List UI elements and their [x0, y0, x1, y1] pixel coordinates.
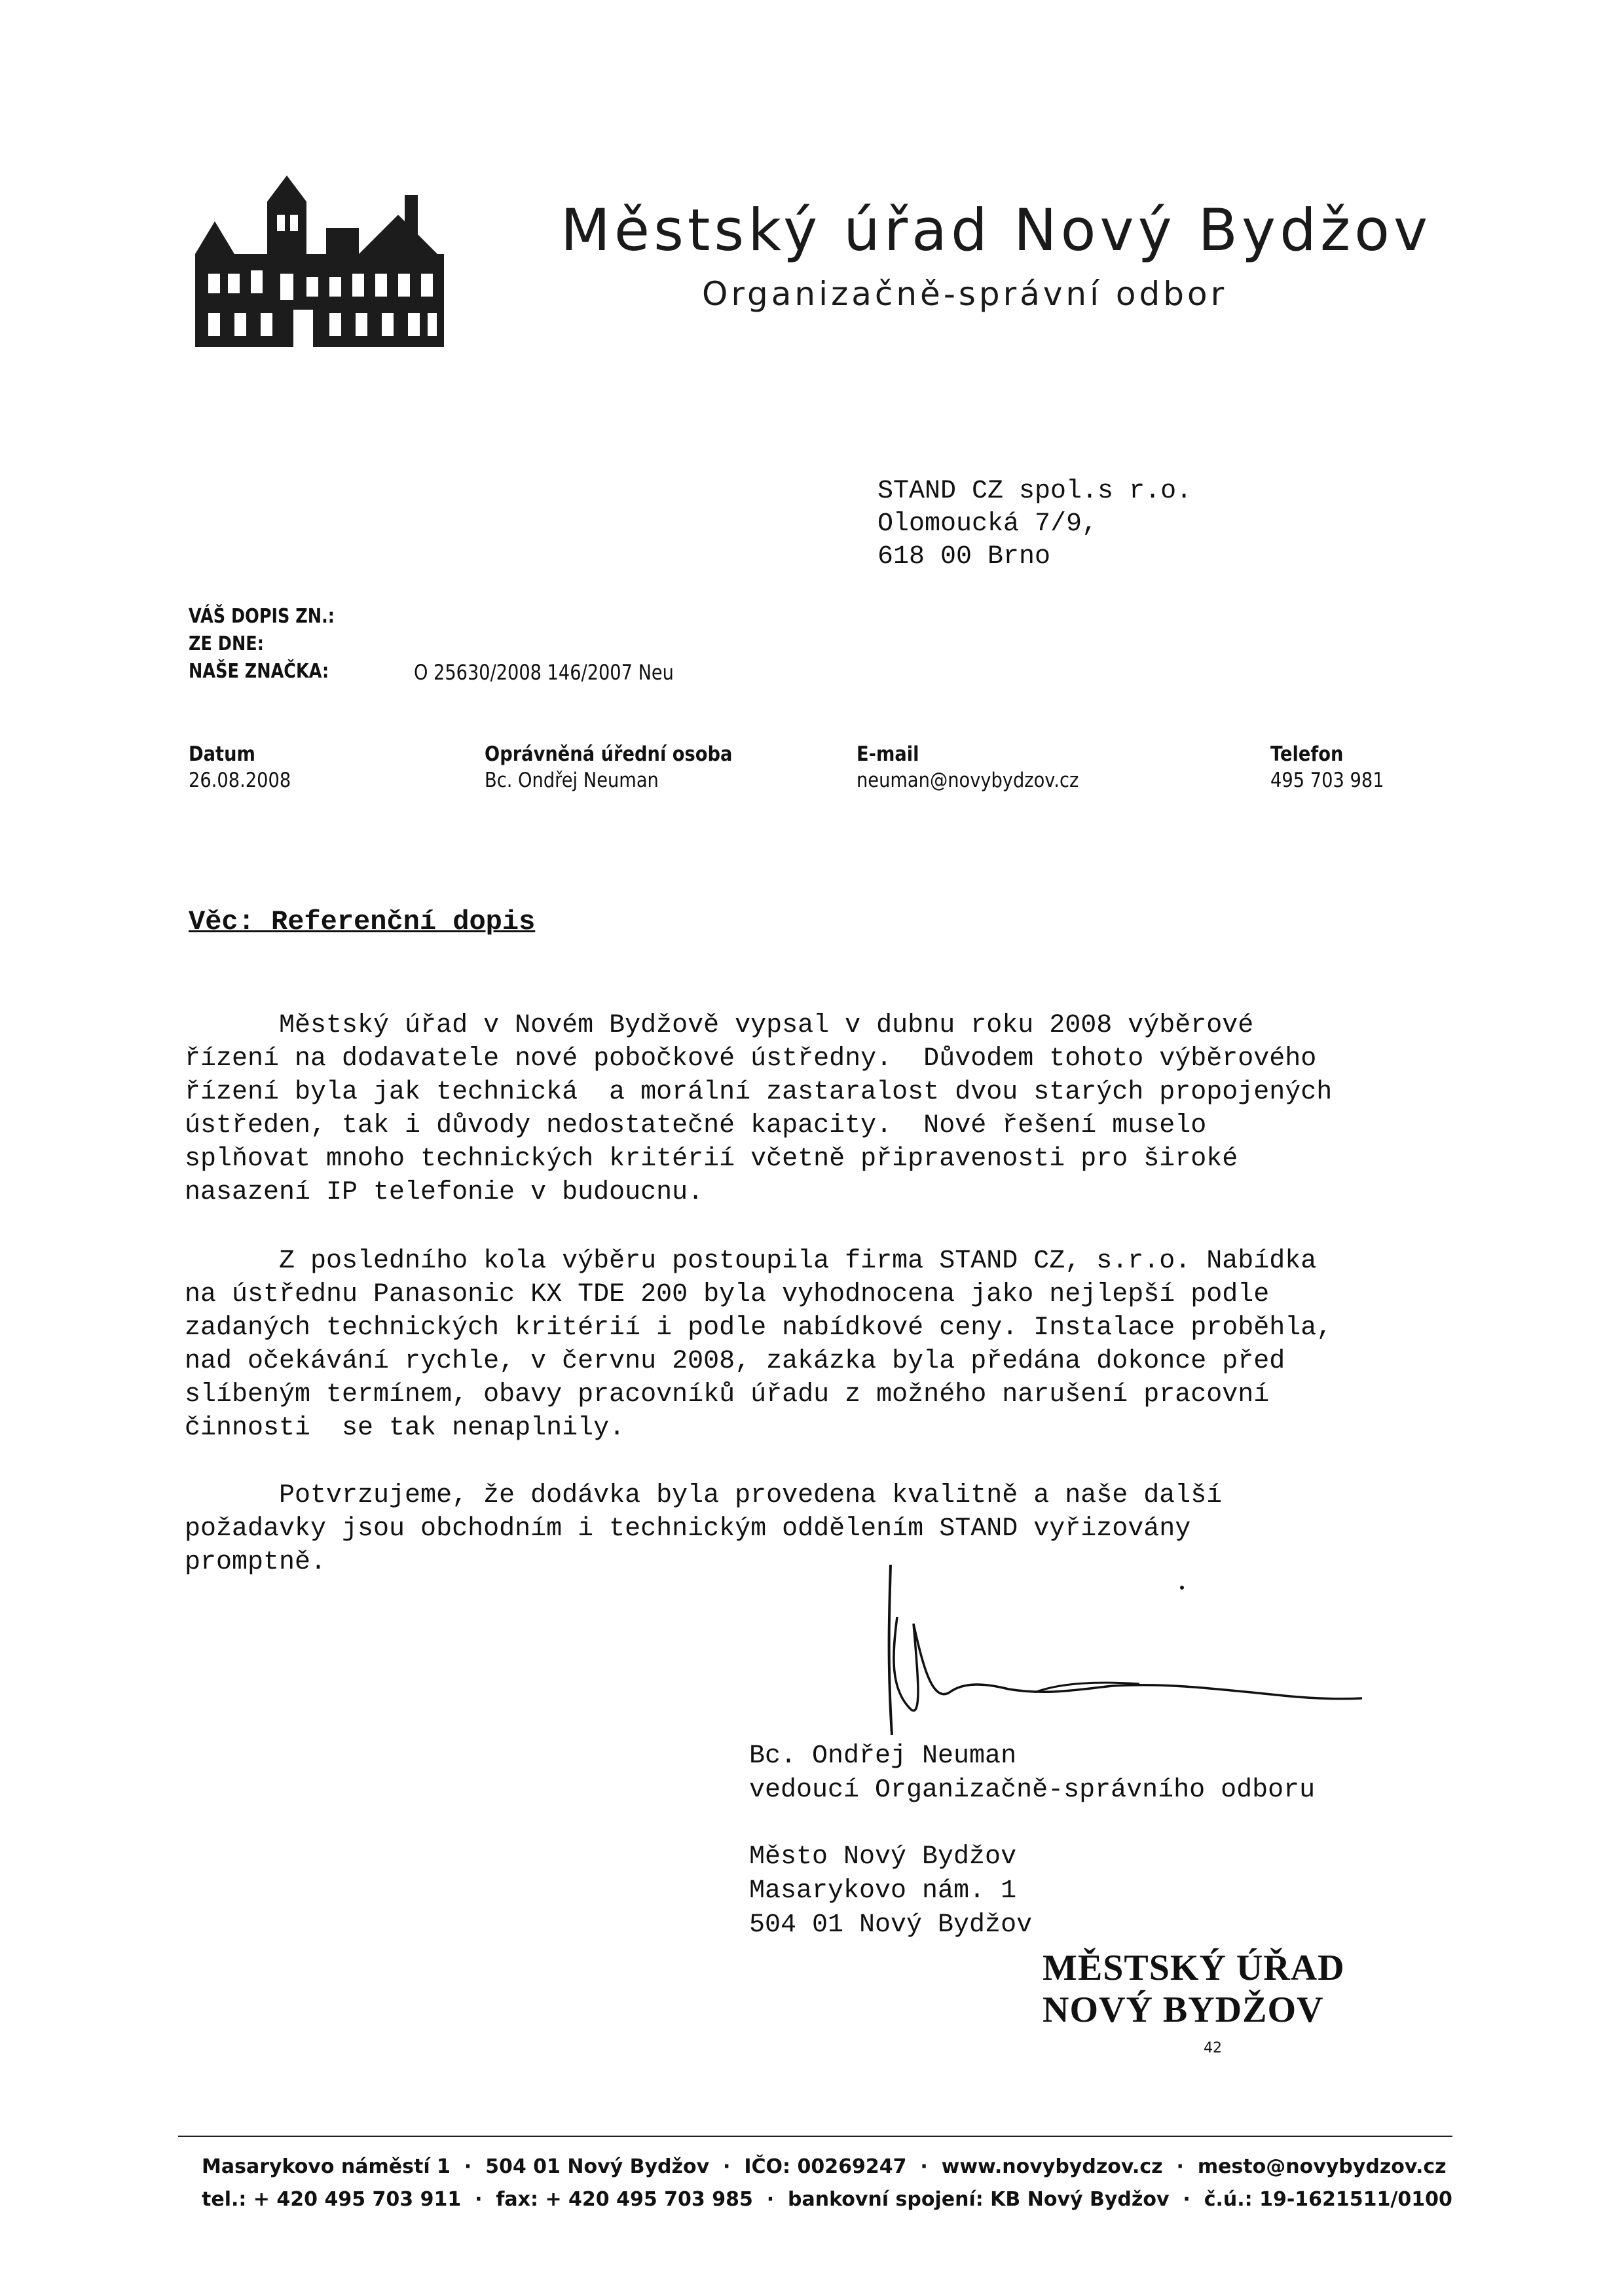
body-line: Potvrzujeme, že dodávka byla provedena kvalitně a naše další [185, 1481, 1223, 1510]
body-line: na ústřednu Panasonic KX TDE 200 byla vyhodnocena jako nejlepší podle [185, 1280, 1270, 1309]
page-title: Městský úřad Nový Bydžov [561, 196, 1432, 264]
office-stamp-line1: MĚSTSKÝ ÚŘAD [1043, 1948, 1345, 1988]
letter-subject: Věc: Referenční dopis [189, 906, 536, 938]
footer-divider [178, 2136, 1452, 2137]
town-hall-building-logo [189, 175, 451, 347]
datum-label: Datum [189, 742, 255, 766]
datum-value: 26.08.2008 [189, 769, 291, 792]
body-line: ústředen, tak i důvody nedostatečné kapacity. Nové řešení muselo [185, 1111, 1207, 1140]
recipient-name: STAND CZ spol.s r.o. [877, 477, 1192, 506]
ref-label-ze-dne: ZE DNE: [189, 632, 264, 655]
body-line: Městský úřad v Novém Bydžově vypsal v dubnu roku 2008 výběrové [185, 1011, 1254, 1040]
recipient-street: Olomoucká 7/9, [877, 509, 1098, 539]
body-line: splňovat mnoho technických kritérií včetně připravenosti pro široké [185, 1144, 1238, 1174]
telefon-value: 495 703 981 [1270, 769, 1384, 792]
signer-city: 504 01 Nový Bydžov [749, 1910, 1033, 1940]
osoba-value: Bc. Ondřej Neuman [485, 769, 659, 792]
footer-contact-line1: Masarykovo náměstí 1 · 504 01 Nový Bydžov · IČO: 00269247 · www.novybydzov.cz · mesto@novybydzov.cz [202, 2155, 1447, 2178]
signer-name: Bc. Ondřej Neuman [749, 1741, 1017, 1771]
office-stamp-line2: NOVÝ BYDŽOV [1043, 1990, 1324, 2030]
handwritten-signature [851, 1558, 1375, 1748]
telefon-label: Telefon [1270, 742, 1344, 766]
email-label: E-mail [857, 742, 919, 766]
signer-org: Město Nový Bydžov [749, 1842, 1017, 1872]
ref-label-vas-dopis: VÁŠ DOPIS ZN.: [189, 605, 335, 628]
signer-position: vedoucí Organizačně-správního odboru [749, 1776, 1316, 1805]
footer-contact-line2: tel.: + 420 495 703 911 · fax: + 420 495 703 985 · bankovní spojení: KB Nový Bydžov · č.ú.: 19-1621511/0100 [202, 2188, 1452, 2211]
body-line: řízení na dodavatele nové pobočkové ústředny. Důvodem tohoto výběrového [185, 1044, 1317, 1074]
email-value: neuman@novybydzov.cz [857, 769, 1079, 792]
osoba-label: Oprávněná úřední osoba [485, 742, 733, 766]
ref-label-nase-znacka: NAŠE ZNAČKA: [189, 660, 329, 683]
body-line: zadaných technických kritérií i podle nabídkové ceny. Instalace proběhla, [185, 1313, 1333, 1343]
body-line: požadavky jsou obchodním i technickým oddělením STAND vyřizovány [185, 1514, 1191, 1544]
body-line: činnosti se tak nenaplnily. [185, 1413, 625, 1443]
body-line: nad očekávání rychle, v červnu 2008, zakázka byla předána dokonce před [185, 1347, 1285, 1376]
recipient-city: 618 00 Brno [877, 542, 1051, 572]
body-line: řízení byla jak technická a morální zastaralost dvou starých propojených [185, 1078, 1333, 1107]
ref-value-nase-znacka: O 25630/2008 146/2007 Neu [414, 660, 674, 685]
signer-street: Masarykovo nám. 1 [749, 1876, 1017, 1906]
body-line: promptně. [185, 1548, 327, 1577]
page-subtitle: Organizačně-správní odbor [702, 275, 1228, 313]
body-line: Z posledního kola výběru postoupila firma STAND CZ, s.r.o. Nabídka [185, 1247, 1317, 1276]
body-line: slíbeným termínem, obavy pracovníků úřadu z možného narušení pracovní [185, 1380, 1270, 1410]
body-line: nasazení IP telefonie v budoucnu. [185, 1178, 704, 1207]
office-stamp-number: 42 [1204, 2040, 1222, 2056]
